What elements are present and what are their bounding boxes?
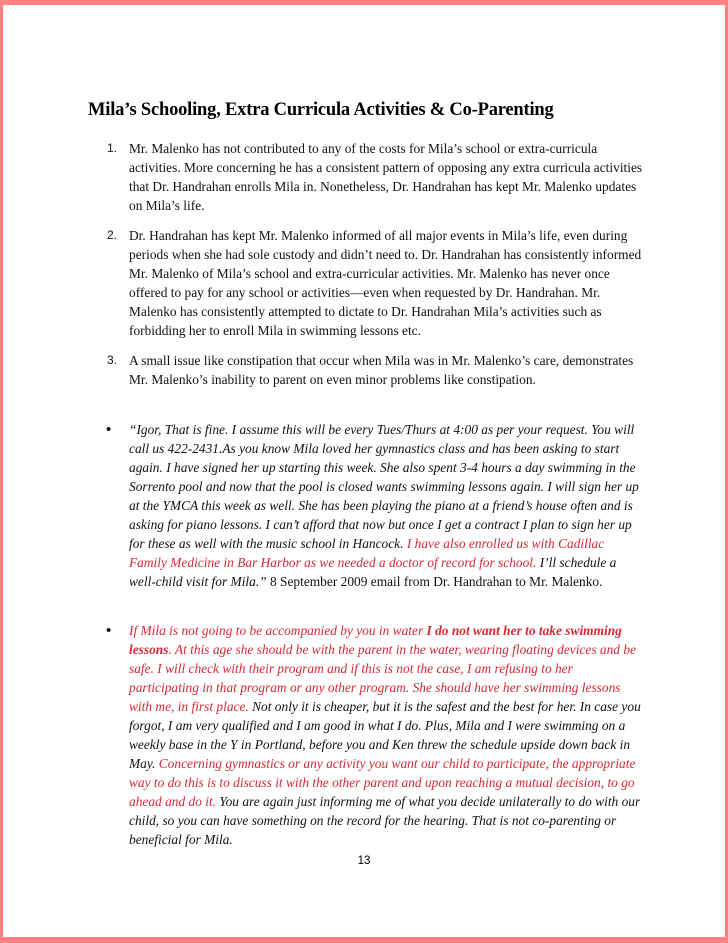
quote-text-end: I’ll schedule a well-child visit for Mila.”	[129, 555, 617, 589]
highlighted-quote-text: I have also enrolled us with Cadillac Family Medicine in Bar Harbor as we needed a doctor of record for school.	[129, 536, 605, 570]
highlighted-quote-text: Concerning gymnastics or any activity you want our child to participate, the appropriate way to do this is to discuss it with the other parent and upon reaching a mutual decision, to go ahead and do it.	[129, 756, 636, 809]
highlighted-quote-text: If Mila is not going to be accompanied by you in water	[129, 623, 427, 638]
emphasized-quote-text: I do not want her to take swimming lessons	[129, 623, 622, 657]
item-text: Mr. Malenko has not contributed to any of the costs for Mila’s school or extra-curricula activities. More concerning he has a consistent pattern of opposing any extra curricula activities that Dr. Handrahan enrolls Mila in. Nonetheless, Dr. Handrahan has kept Mr. Malenko updates on Mila’s life.	[129, 141, 643, 213]
quote-text: Not only it is cheaper, but it is the safest and the best for her. In case you forgot, I am very qualified and I am good in what I do. Plus, Mila and I were swimming on a weekly base in the Y in Portland, before you and Ken threw the schedule upside down back in May.	[129, 699, 641, 771]
bullet-icon: •	[106, 622, 112, 639]
bullet-icon: •	[106, 421, 112, 438]
highlighted-quote-text: . At this age she should be with the parent in the water, wearing floating devices and be safe. I will check with their program and if this is not the case, I am refusing to her participating in that program or any other program. She should have her swimming lessons with me, in first place.	[129, 642, 636, 714]
quote-text: “Igor, That is fine. I assume this will be every Tues/Thurs at 4:00 as per your request. You will call us 422-2431.As you know Mila loved her gymnastics class and has been asking to start again. I have signed her up starting this week. She also spent 3-4 hours a day swimming in the Sorrento pool and now that the pool is closed wants swimming lessons again. I will sign her up at the YMCA this week as well. She has been playing the piano at a friend’s house often and is asking for piano lessons. I can’t afford that now but once I get a contract I plan to sign her up for these as well with the music school in Hancock.	[129, 422, 639, 551]
quote-citation: 8 September 2009 email from Dr. Handrahan to Mr. Malenko.	[266, 574, 603, 589]
list-number: 1.	[107, 141, 118, 155]
quote-text: You are again just informing me of what you decide unilaterally to do with our child, so you can have something on the record for the hearing. That is not co-parenting or beneficial for Mila.	[129, 794, 641, 847]
section-title: Mila’s Schooling, Extra Curricula Activities & Co-Parenting	[88, 100, 554, 120]
item-text: Dr. Handrahan has kept Mr. Malenko informed of all major events in Mila’s life, even during periods when she had sole custody and didn’t need to. Dr. Handrahan has consistently informed Mr. Malenko of Mila’s school and extra-curricular activities. Mr. Malenko has never once offered to pay for any school or activities—even when requested by Dr. Handrahan. Mr. Malenko has consistently attempted to dictate to Dr. Handrahan Mila’s activities such as forbidding her to enroll Mila in swimming lessons etc.	[129, 228, 642, 338]
item-text: A small issue like constipation that occur when Mila was in Mr. Malenko’s care, demonstrates Mr. Malenko’s inability to parent on even minor problems like constipation.	[129, 353, 634, 387]
list-number: 2.	[107, 228, 118, 242]
page-number: 13	[357, 855, 371, 867]
list-number: 3.	[107, 353, 118, 367]
